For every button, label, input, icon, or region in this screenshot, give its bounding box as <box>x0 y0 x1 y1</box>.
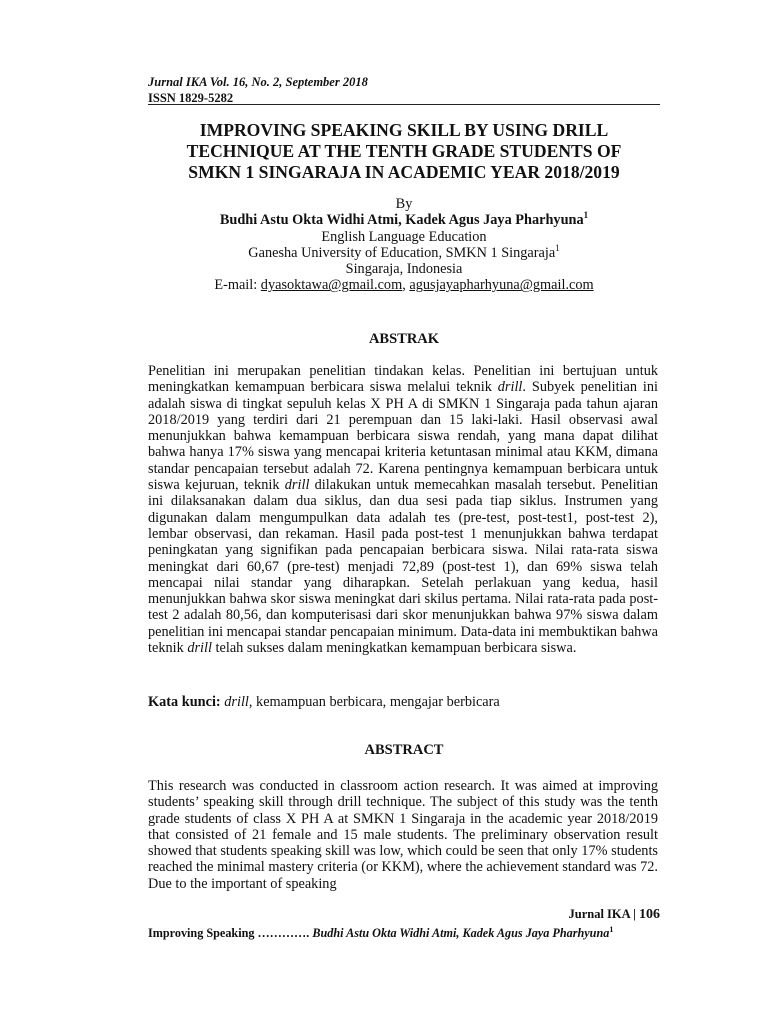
paper-title <box>148 120 660 183</box>
abstrak-text-2: . Subyek penelitian ini adalah siswa di tingkat sepuluh kelas X PH A di SMKN 1 Singaraja pada tahun ajaran 2018/2019 yang terdiri dari 21 perempuan dan 15 laki-laki. Hasil observasi awal menunjukkan bahwa kemampuan berbicara siswa rendah, yang mana dapat dilihat bahwa hanya 17% siswa yang mencapai kriteria ketuntasan minimal atau KKM, dimana standar pencapaian tersebut adalah 72. Karena pentingnya kemampuan berbicara untuk siswa kejuruan, teknik <box>148 379 659 494</box>
email-link-1[interactable]: dyasoktawa@gmail.com <box>260 277 403 294</box>
by-label: By <box>395 196 413 212</box>
abstrak-text-4: telah sukses dalam meningkatkan kemampuan berbicara siswa. <box>211 640 577 657</box>
footer-page-marker <box>569 907 661 923</box>
email-separator: , <box>402 277 410 294</box>
journal-header <box>148 74 660 106</box>
authors <box>148 212 660 228</box>
footer-separator: | <box>629 907 639 921</box>
author-names: Budhi Astu Okta Widhi Atmi, Kadek Agus Jaya Pharhyuna <box>219 212 584 229</box>
university-name: Ganesha University of Education, SMKN 1 Singaraja <box>248 244 556 261</box>
author-superscript: 1 <box>583 210 589 221</box>
university <box>148 245 660 261</box>
keywords <box>148 694 658 710</box>
journal-citation: Jurnal IKA Vol. 16, No. 2, September 2018 <box>148 75 368 89</box>
abstract-heading: ABSTRACT <box>364 742 444 758</box>
abstrak-text-3: dilakukan untuk memecahkan masalah tersebut. Penelitian ini dilaksanakan dalam dua siklus, dan dua sesi pada tiap siklus. Instrumen yang digunakan dalam mengumpulkan data adalah tes (pre-test, post-test1, post-test 2), lembar observasi, dan rekaman. Hasil pada post-test 1 menunjukkan bahwa terdapat peningkatan yang signifikan pada pencapaian berbicara siswa. Nilai rata-rata siswa meningkat dari 60,67 (pre-test) menjadi 72,89 (post-test 1), dan 69% siswa telah mencapai nilai standar yang diharapkan. Setelah perlakuan yang kedua, hasil menunjukkan bahwa skor siswa meningkat dari skilus pertama. Nilai rata-rata pada post-test 2 adalah 80,56, dan komputerisasi dari skor menunjukkan bahwa 97% siswa dalam penelitian ini mencapai standar pencapaian minimum. Data-data ini membuktikan bahwa teknik <box>148 477 658 657</box>
title-line-3: SMKN 1 SINGARAJA IN ACADEMIC YEAR 2018/2019 <box>188 162 620 182</box>
university-superscript: 1 <box>555 243 560 254</box>
abstrak-drill-3: drill <box>187 640 212 657</box>
abstrak-drill-1: drill <box>497 379 523 396</box>
keywords-rest: , kemampuan berbicara, mengajar berbicara <box>248 694 500 710</box>
running-title: Improving Speaking …………. <box>148 926 313 940</box>
abstract-paragraph: This research was conducted in classroom action research. It was aimed at improving students’ speaking skill through drill technique. The subject of this study was the tenth grade students of class X PH A at SMKN 1 Singaraja in the academic year 2018/2019 that consisted of 21 female and 15 male students. The preliminary observation result showed that students speaking skill was low, which could be seen that only 17% students reached the minimal mastery criteria (or KKM), where the achievement standard was 72. Due to the important of speaking <box>148 778 658 892</box>
email-line <box>148 277 660 293</box>
keywords-label: Kata kunci: <box>148 694 225 710</box>
abstrak-text-1: Penelitian ini merupakan penelitian tindakan kelas. Penelitian ini bertujuan untuk meningkatkan kemampuan berbicara siswa melalui teknik <box>148 363 658 396</box>
city: Singaraja, Indonesia <box>345 261 463 278</box>
email-link-2[interactable]: agusjayapharhyuna@gmail.com <box>409 277 594 294</box>
email-label: E-mail: <box>214 277 261 294</box>
footer-journal: Jurnal IKA <box>568 907 630 921</box>
abstrak-heading: ABSTRAK <box>368 331 440 347</box>
running-footer <box>148 926 660 941</box>
byline <box>148 196 660 294</box>
keyword-drill: drill <box>224 694 249 710</box>
page-number: 106 <box>639 907 660 922</box>
department: English Language Education <box>321 228 487 245</box>
issn: ISSN 1829-5282 <box>148 91 234 105</box>
abstrak-drill-2: drill <box>284 477 310 494</box>
abstrak-paragraph <box>148 363 658 656</box>
running-authors: Budhi Astu Okta Widhi Atmi, Kadek Agus Jaya Pharhyuna <box>312 926 610 940</box>
title-line-2: TECHNIQUE AT THE TENTH GRADE STUDENTS OF <box>186 141 622 161</box>
title-line-1: IMPROVING SPEAKING SKILL BY USING DRILL <box>199 120 609 140</box>
header-rule <box>148 104 660 105</box>
running-authors-superscript: 1 <box>609 924 614 934</box>
